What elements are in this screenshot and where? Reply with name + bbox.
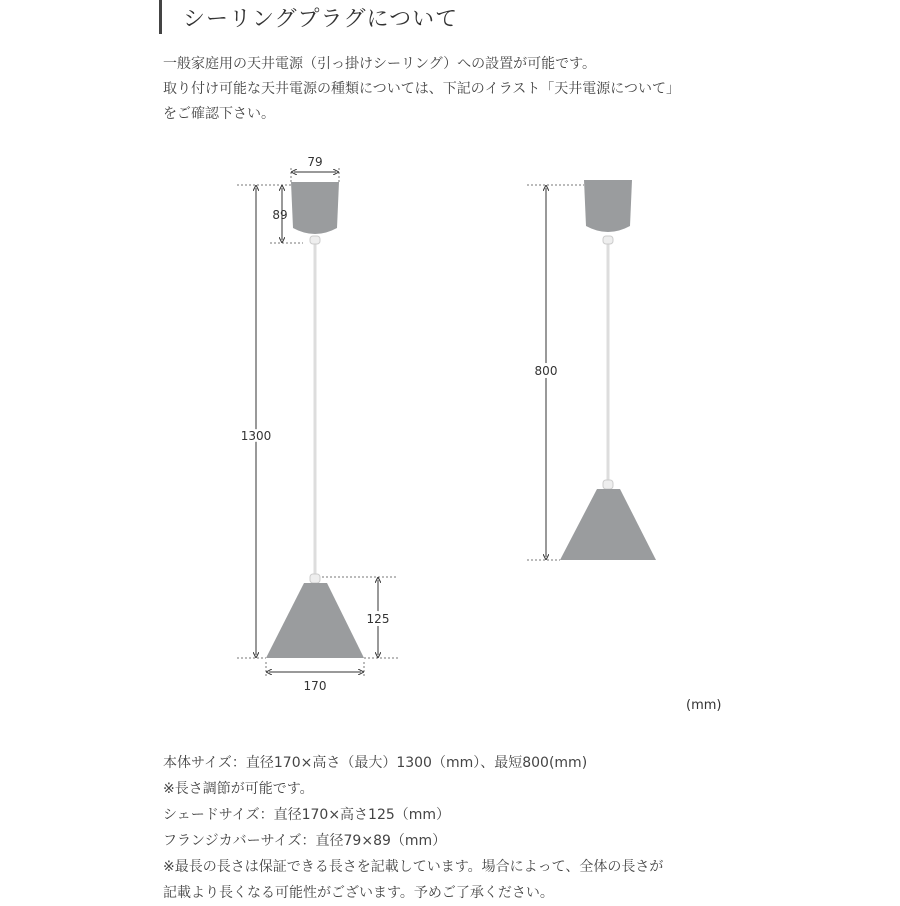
spec-line: ※長さ調節が可能です。 <box>163 781 314 797</box>
shade-height-label: 125 <box>366 612 390 626</box>
shade <box>266 583 364 658</box>
pendant-lamp-long <box>266 182 364 658</box>
spec-line: フランジカバーサイズ：直径79×89（mm） <box>163 833 447 849</box>
spec-line: シェードサイズ：直径170×高さ125（mm） <box>163 807 451 823</box>
spec-list <box>163 750 663 906</box>
page-title: シーリングプラグについて <box>183 7 459 32</box>
pendant-lamp-short <box>560 180 656 560</box>
canopy <box>291 182 339 234</box>
guide-lines <box>237 168 584 676</box>
spec-line: 本体サイズ：直径170×高さ（最大）1300（mm）、最短800(mm) <box>163 755 588 771</box>
intro-line: をご確認下さい。 <box>163 106 275 122</box>
shade-width-label: 170 <box>303 679 327 693</box>
unit-label: (mm) <box>686 698 722 713</box>
min-length-label: 800 <box>534 364 558 378</box>
canopy-width-label: 79 <box>307 155 323 169</box>
intro-line: 一般家庭用の天井電源（引っ掛けシーリング）への設置が可能です。 <box>163 56 597 72</box>
spec-line: ※最長の長さは保証できる長さを記載しています。場合によって、全体の長さが <box>163 859 664 875</box>
canopy-height-label: 89 <box>272 208 288 222</box>
intro-line: 取り付け可能な天井電源の種類については、下記のイラスト「天井電源について」 <box>163 81 681 97</box>
spec-line: 記載より長くなる可能性がございます。予めご了承ください。 <box>163 885 554 901</box>
max-length-label: 1300 <box>240 429 272 443</box>
